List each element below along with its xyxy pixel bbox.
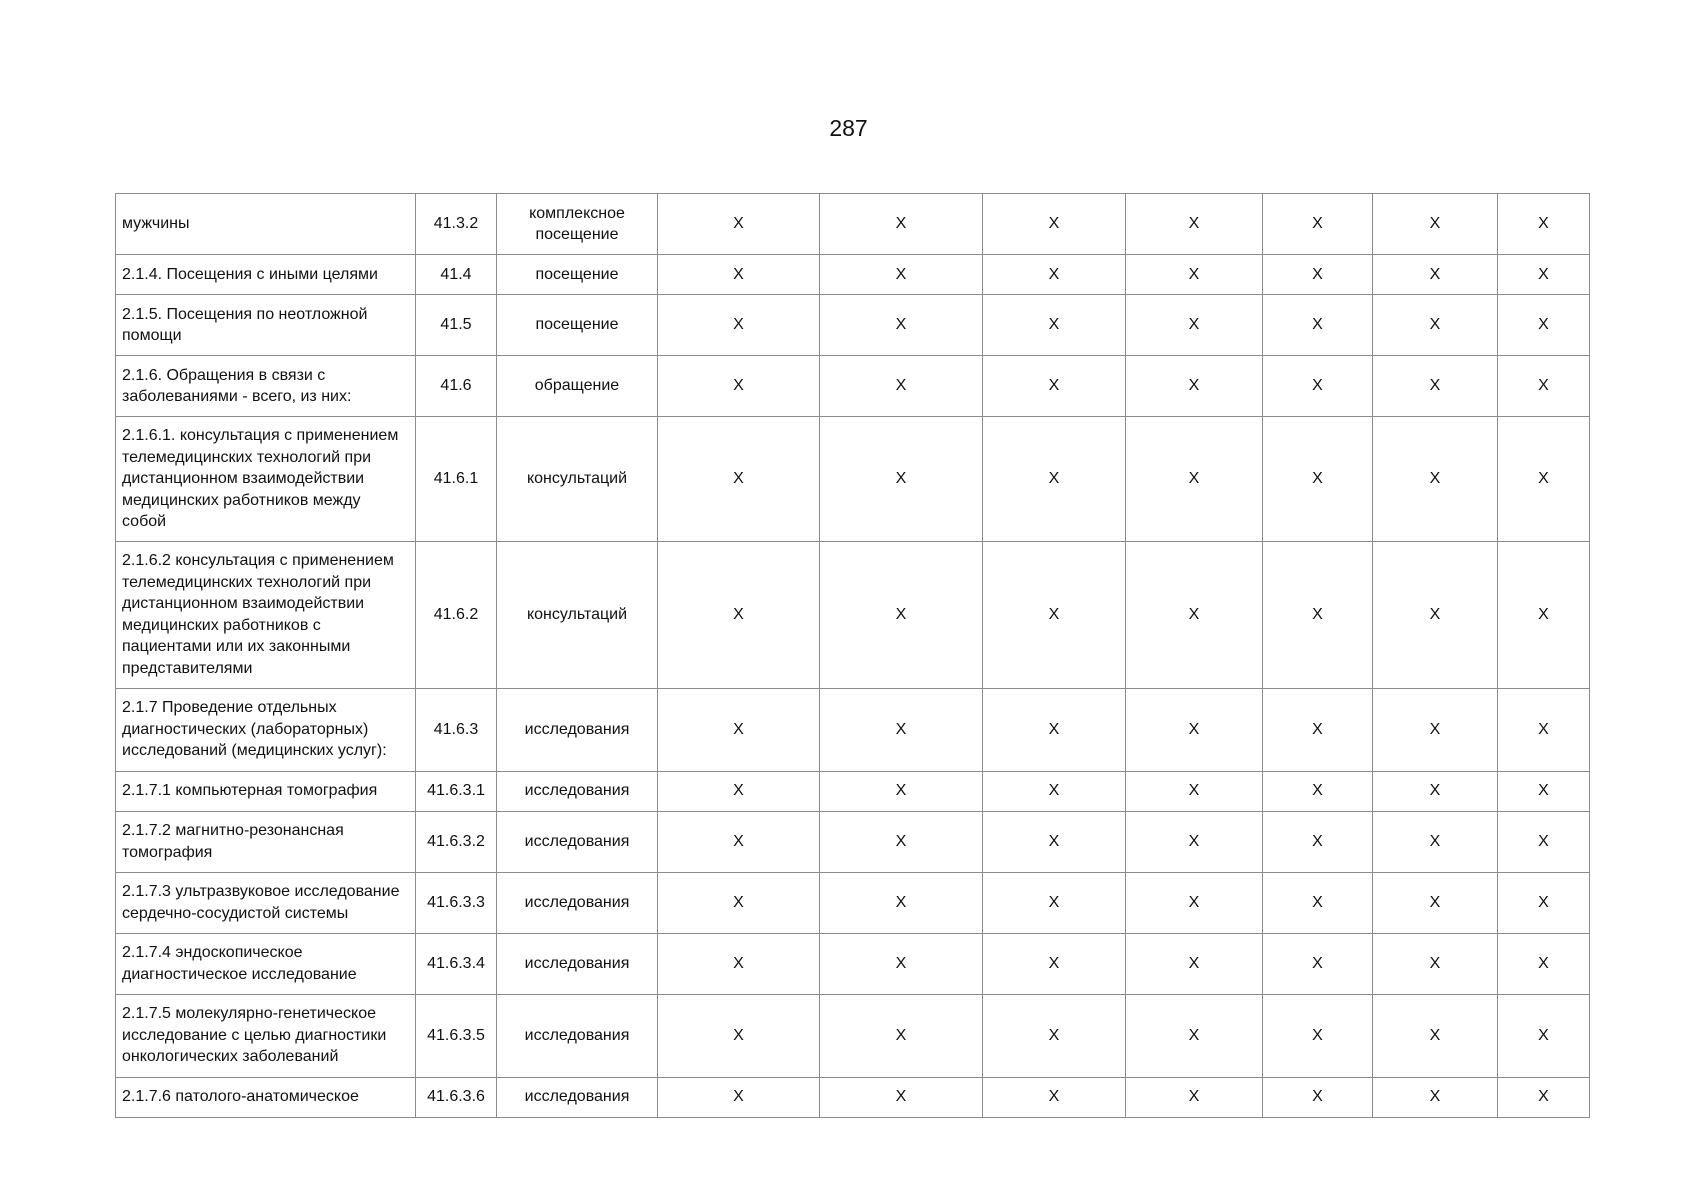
row-mark-cell: X bbox=[1498, 356, 1590, 417]
row-mark-cell: X bbox=[1498, 994, 1590, 1077]
row-mark-cell: X bbox=[983, 872, 1126, 933]
row-mark-cell: X bbox=[658, 417, 820, 542]
row-code-cell: 41.6.2 bbox=[416, 541, 497, 688]
row-mark-cell: X bbox=[1263, 933, 1373, 994]
row-code-cell: 41.6.1 bbox=[416, 417, 497, 542]
row-code-cell: 41.6.3.5 bbox=[416, 994, 497, 1077]
row-mark-cell: X bbox=[1263, 811, 1373, 872]
row-mark-cell: X bbox=[1263, 295, 1373, 356]
row-mark-cell: X bbox=[983, 933, 1126, 994]
row-mark-cell: X bbox=[1126, 994, 1263, 1077]
row-mark-cell: X bbox=[1263, 541, 1373, 688]
row-code-cell: 41.6 bbox=[416, 356, 497, 417]
row-name-cell: 2.1.6.2 консультация с применением телемедицинских технологий при дистанционном взаимодействии медицинских работников с пациентами или их законными представителями bbox=[116, 541, 416, 688]
row-mark-cell: X bbox=[1263, 255, 1373, 295]
row-mark-cell: X bbox=[1263, 872, 1373, 933]
row-unit-cell: исследования bbox=[497, 933, 658, 994]
table-row bbox=[116, 356, 1590, 417]
table-row bbox=[116, 688, 1590, 771]
row-mark-cell: X bbox=[1373, 1077, 1498, 1117]
row-unit-cell: обращение bbox=[497, 356, 658, 417]
page-number: 287 bbox=[829, 115, 868, 141]
row-mark-cell: X bbox=[983, 994, 1126, 1077]
row-mark-cell: X bbox=[1373, 872, 1498, 933]
table-row bbox=[116, 994, 1590, 1077]
row-unit-cell: посещение bbox=[497, 255, 658, 295]
row-mark-cell: X bbox=[983, 417, 1126, 542]
row-mark-cell: X bbox=[983, 688, 1126, 771]
row-mark-cell: X bbox=[1498, 811, 1590, 872]
row-name-cell: мужчины bbox=[116, 194, 416, 255]
table-row bbox=[116, 771, 1590, 811]
row-mark-cell: X bbox=[658, 811, 820, 872]
row-mark-cell: X bbox=[1126, 356, 1263, 417]
table-row bbox=[116, 295, 1590, 356]
row-code-cell: 41.6.3.1 bbox=[416, 771, 497, 811]
table-row bbox=[116, 811, 1590, 872]
row-mark-cell: X bbox=[1498, 771, 1590, 811]
row-mark-cell: X bbox=[820, 541, 983, 688]
row-mark-cell: X bbox=[658, 255, 820, 295]
row-mark-cell: X bbox=[658, 688, 820, 771]
row-mark-cell: X bbox=[1126, 194, 1263, 255]
row-unit-cell: консультаций bbox=[497, 417, 658, 542]
row-mark-cell: X bbox=[820, 255, 983, 295]
table-row bbox=[116, 872, 1590, 933]
row-name-cell: 2.1.7.4 эндоскопическое диагностическое исследование bbox=[116, 933, 416, 994]
row-mark-cell: X bbox=[1126, 771, 1263, 811]
row-mark-cell: X bbox=[1263, 994, 1373, 1077]
row-mark-cell: X bbox=[1498, 688, 1590, 771]
row-mark-cell: X bbox=[1126, 541, 1263, 688]
row-mark-cell: X bbox=[820, 295, 983, 356]
row-name-cell: 2.1.7.6 патолого-анатомическое bbox=[116, 1077, 416, 1117]
row-mark-cell: X bbox=[983, 255, 1126, 295]
row-unit-cell: комплексное посещение bbox=[497, 194, 658, 255]
row-mark-cell: X bbox=[658, 194, 820, 255]
row-name-cell: 2.1.5. Посещения по неотложной помощи bbox=[116, 295, 416, 356]
row-mark-cell: X bbox=[1263, 417, 1373, 542]
row-mark-cell: X bbox=[820, 194, 983, 255]
row-mark-cell: X bbox=[658, 933, 820, 994]
row-mark-cell: X bbox=[1126, 255, 1263, 295]
row-mark-cell: X bbox=[1373, 811, 1498, 872]
row-mark-cell: X bbox=[1373, 994, 1498, 1077]
row-mark-cell: X bbox=[1126, 295, 1263, 356]
table-row bbox=[116, 255, 1590, 295]
row-unit-cell: консультаций bbox=[497, 541, 658, 688]
row-mark-cell: X bbox=[820, 688, 983, 771]
row-mark-cell: X bbox=[658, 1077, 820, 1117]
row-mark-cell: X bbox=[983, 194, 1126, 255]
row-mark-cell: X bbox=[1498, 194, 1590, 255]
row-mark-cell: X bbox=[1498, 417, 1590, 542]
row-mark-cell: X bbox=[1126, 688, 1263, 771]
row-unit-cell: исследования bbox=[497, 771, 658, 811]
row-mark-cell: X bbox=[1126, 933, 1263, 994]
row-name-cell: 2.1.7.2 магнитно-резонансная томография bbox=[116, 811, 416, 872]
row-code-cell: 41.5 bbox=[416, 295, 497, 356]
row-mark-cell: X bbox=[983, 1077, 1126, 1117]
row-mark-cell: X bbox=[658, 541, 820, 688]
row-mark-cell: X bbox=[983, 811, 1126, 872]
row-mark-cell: X bbox=[1263, 194, 1373, 255]
row-mark-cell: X bbox=[983, 295, 1126, 356]
row-mark-cell: X bbox=[1373, 356, 1498, 417]
row-code-cell: 41.6.3.2 bbox=[416, 811, 497, 872]
row-mark-cell: X bbox=[658, 295, 820, 356]
row-name-cell: 2.1.6. Обращения в связи с заболеваниями - всего, из них: bbox=[116, 356, 416, 417]
row-code-cell: 41.6.3.6 bbox=[416, 1077, 497, 1117]
row-mark-cell: X bbox=[658, 994, 820, 1077]
row-mark-cell: X bbox=[1126, 417, 1263, 542]
table-row bbox=[116, 194, 1590, 255]
row-name-cell: 2.1.4. Посещения с иными целями bbox=[116, 255, 416, 295]
row-unit-cell: посещение bbox=[497, 295, 658, 356]
row-mark-cell: X bbox=[1373, 255, 1498, 295]
table-row bbox=[116, 417, 1590, 542]
row-mark-cell: X bbox=[820, 933, 983, 994]
row-mark-cell: X bbox=[820, 356, 983, 417]
row-mark-cell: X bbox=[1498, 1077, 1590, 1117]
row-mark-cell: X bbox=[1498, 541, 1590, 688]
row-mark-cell: X bbox=[820, 771, 983, 811]
row-unit-cell: исследования bbox=[497, 1077, 658, 1117]
table-row bbox=[116, 933, 1590, 994]
row-mark-cell: X bbox=[1126, 1077, 1263, 1117]
row-mark-cell: X bbox=[1498, 295, 1590, 356]
row-mark-cell: X bbox=[983, 356, 1126, 417]
row-mark-cell: X bbox=[1263, 688, 1373, 771]
row-mark-cell: X bbox=[1373, 771, 1498, 811]
row-mark-cell: X bbox=[658, 872, 820, 933]
row-mark-cell: X bbox=[1126, 811, 1263, 872]
row-mark-cell: X bbox=[1373, 194, 1498, 255]
row-code-cell: 41.6.3.3 bbox=[416, 872, 497, 933]
row-mark-cell: X bbox=[1373, 417, 1498, 542]
row-code-cell: 41.3.2 bbox=[416, 194, 497, 255]
row-mark-cell: X bbox=[658, 356, 820, 417]
row-name-cell: 2.1.7.1 компьютерная томография bbox=[116, 771, 416, 811]
row-code-cell: 41.4 bbox=[416, 255, 497, 295]
row-mark-cell: X bbox=[983, 541, 1126, 688]
data-table bbox=[115, 193, 1590, 1118]
row-name-cell: 2.1.7.5 молекулярно-генетическое исследование с целью диагностики онкологических заболеваний bbox=[116, 994, 416, 1077]
row-unit-cell: исследования bbox=[497, 872, 658, 933]
row-mark-cell: X bbox=[1373, 541, 1498, 688]
row-mark-cell: X bbox=[1373, 933, 1498, 994]
row-mark-cell: X bbox=[1498, 255, 1590, 295]
row-name-cell: 2.1.7 Проведение отдельных диагностических (лабораторных) исследований (медицинских услуг): bbox=[116, 688, 416, 771]
row-mark-cell: X bbox=[983, 771, 1126, 811]
row-mark-cell: X bbox=[658, 771, 820, 811]
row-code-cell: 41.6.3 bbox=[416, 688, 497, 771]
row-mark-cell: X bbox=[1373, 295, 1498, 356]
row-mark-cell: X bbox=[1263, 356, 1373, 417]
table-row bbox=[116, 1077, 1590, 1117]
row-code-cell: 41.6.3.4 bbox=[416, 933, 497, 994]
row-mark-cell: X bbox=[820, 417, 983, 542]
row-mark-cell: X bbox=[1373, 688, 1498, 771]
row-mark-cell: X bbox=[1126, 872, 1263, 933]
row-unit-cell: исследования bbox=[497, 994, 658, 1077]
row-mark-cell: X bbox=[820, 811, 983, 872]
row-mark-cell: X bbox=[1498, 933, 1590, 994]
row-mark-cell: X bbox=[820, 994, 983, 1077]
row-unit-cell: исследования bbox=[497, 688, 658, 771]
row-name-cell: 2.1.6.1. консультация с применением телемедицинских технологий при дистанционном взаимодействии медицинских работников между собой bbox=[116, 417, 416, 542]
row-name-cell: 2.1.7.3 ультразвуковое исследование сердечно-сосудистой системы bbox=[116, 872, 416, 933]
row-mark-cell: X bbox=[820, 1077, 983, 1117]
row-unit-cell: исследования bbox=[497, 811, 658, 872]
table-row bbox=[116, 541, 1590, 688]
row-mark-cell: X bbox=[1263, 771, 1373, 811]
row-mark-cell: X bbox=[1498, 872, 1590, 933]
row-mark-cell: X bbox=[820, 872, 983, 933]
table-body bbox=[116, 194, 1590, 1118]
row-mark-cell: X bbox=[1263, 1077, 1373, 1117]
